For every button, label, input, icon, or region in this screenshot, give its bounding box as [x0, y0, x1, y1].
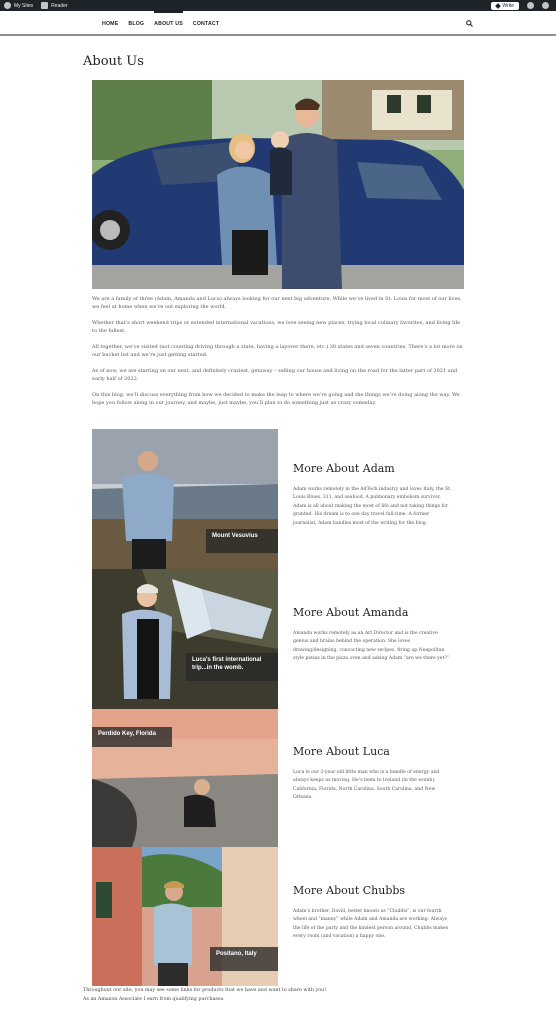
intro-text	[92, 295, 464, 415]
intro-paragraph: Whether that’s short weekend trips or extended international vacations, we love seeing new places, trying local culinary favorites, and living life to the fullest.	[92, 319, 461, 335]
section-text-amanda: Amanda works remotely as an Art Director and is the creative genius and brains behind the operation. She loves drawing/designing, concocting new recipes, firing up Neapolitan style pizzas in the pizza oven and asking Adam “are we there yet?”	[293, 631, 450, 662]
intro-paragraph: We are a family of three (Adam, Amanda and Luca) always looking for our next big adventure. While we’ve lived in St. Louis for most of our lives, we feel at home when we’re out exploring the world.	[92, 296, 462, 311]
section-title-amanda: More About Amanda	[293, 606, 409, 619]
hero-photo	[92, 80, 464, 289]
nav-about-us[interactable]: ABOUT US	[154, 11, 183, 36]
reader-icon	[41, 2, 48, 9]
chubbs-photo-caption: Positano, Italy	[210, 947, 278, 971]
adam-photo-caption: Mount Vesuvius	[206, 529, 278, 553]
section-title-chubbs: More About Chubbs	[293, 884, 406, 897]
nav-home[interactable]: HOME	[102, 20, 119, 27]
intro-paragraph: On this blog, we’ll discuss everything from how we decided to make the leap to where we’re going and the things we’re doing along the way. We hope you follow along in our journey, and maybe, just maybe, you’ll plan to do something just as crazy someday.	[92, 391, 460, 406]
amanda-photo	[92, 569, 278, 709]
section-text-adam: Adam works remotely in the AdTech industry and loves Italy, the St. Louis Blues, 311, and seafood. A pulmonary embolism survivor, Adam is all about making the most of life and not taking things for granted. His dream is to one day travel full-time. A former journalist, Adam handles most of the writing for the blog.	[293, 487, 452, 526]
chubbs-photo	[92, 847, 278, 986]
wordpress-icon	[4, 2, 11, 9]
write-label: Write	[502, 2, 514, 9]
reader-link[interactable]	[41, 2, 67, 9]
adam-photo	[92, 429, 278, 569]
footer-line: As an Amazon Associate I earn from qualifying purchases.	[83, 997, 225, 1002]
nav-blog[interactable]: BLOG	[128, 20, 145, 27]
section-title-adam: More About Adam	[293, 462, 395, 475]
search-icon[interactable]	[466, 20, 473, 27]
amanda-photo-caption: Luca's first international trip...in the womb.	[186, 653, 278, 681]
bell-icon[interactable]	[542, 2, 549, 9]
admin-bar	[0, 0, 556, 11]
reader-label: Reader	[51, 2, 68, 9]
affiliate-disclosure	[83, 986, 463, 1004]
section-text-luca: Luca is our 2-year-old little man who is a bundle of energy and always keeps us moving. He’s been to Iceland (in the womb), California, Florida, North Carolina, South Carolina, and New Orleans.	[293, 770, 440, 801]
luca-photo-caption: Perdido Key, Florida	[92, 727, 172, 747]
intro-paragraph: As of now, we are starting on our next, and definitely craziest, getaway – selling our house and living on the road for the latter part of 2021 and early half of 2022.	[92, 367, 458, 382]
profile-icon[interactable]	[527, 2, 534, 9]
section-text-chubbs: Adam’s brother, David, better known as “Chubbs”, is our fourth wheel and “manny” while Adam and Amanda are working. Always the life of the party and the kindest person around, Chubbs makes every room (and vacation) a happy one.	[293, 909, 449, 940]
section-title-luca: More About Luca	[293, 745, 390, 758]
nav-contact[interactable]: CONTACT	[192, 20, 220, 27]
intro-paragraph: All together, we’ve visited (not counting driving through a state, having a layover there, etc.) 30 states and seven countries. There’s a lot more on our bucket list and we’re just getting started.	[92, 343, 463, 359]
write-button[interactable]	[491, 2, 519, 10]
luca-photo	[92, 709, 278, 847]
my-sites-label: My Sites	[14, 2, 34, 9]
footer-line: Throughout our site, you may see some links for products that we have and want to share with you!	[83, 988, 327, 993]
main-navigation	[0, 11, 556, 36]
pen-icon	[496, 3, 502, 9]
page-title: About Us	[83, 54, 144, 69]
my-sites-link[interactable]	[4, 2, 33, 9]
